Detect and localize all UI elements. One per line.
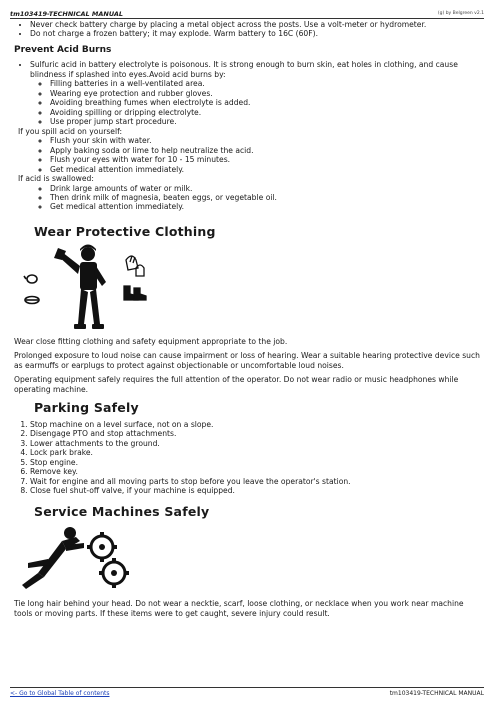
- list-item: 4. Lock park brake.: [30, 448, 482, 457]
- list-item: • Do not charge a frozen battery; it may explode. Warm battery to 16C (60F).: [30, 29, 482, 38]
- list-item: ◦ Drink large amounts of water or milk.: [50, 184, 482, 193]
- protective-clothing-heading: Wear Protective Clothing: [34, 223, 216, 239]
- header-credit: (g) by Belgreen v2.1: [437, 11, 484, 17]
- parking-steps: [14, 420, 482, 496]
- list-item: ◦ Get medical attention immediately.: [50, 165, 482, 174]
- swallow-label: If acid is swallowed:: [18, 174, 94, 184]
- avoid-list: [30, 79, 482, 126]
- spill-list: [14, 136, 482, 174]
- acid-burns-heading: Prevent Acid Burns: [14, 44, 112, 55]
- list-item: 5. Stop engine.: [30, 458, 482, 467]
- acid-burns-list: [14, 60, 482, 126]
- parking-heading: Parking Safely: [34, 400, 139, 416]
- list-item: ◦ Filling batteries in a well-ventilated area.: [50, 79, 482, 88]
- list-item: ◦ Wearing eye protection and rubber gloves.: [50, 89, 482, 98]
- worker-with-ppe-icon: [14, 242, 482, 337]
- page-footer: [10, 687, 484, 698]
- list-item: ◦ Flush your eyes with water for 10 - 15 minutes.: [50, 155, 482, 164]
- protective-paragraph: Wear close fitting clothing and safety equipment appropriate to the job.: [14, 336, 288, 346]
- service-paragraph: Tie long hair behind your head. Do not wear a necktie, scarf, loose clothing, or necklace when you work near machine tools or moving parts. If these items were to get caught, severe injury could result.: [14, 599, 464, 618]
- list-item: 1. Stop machine on a level surface, not on a slope.: [30, 420, 482, 429]
- list-item: 7. Wait for engine and all moving parts to stop before you leave the operator's station.: [30, 477, 482, 486]
- person-caught-in-gears-icon: [14, 523, 482, 595]
- service-heading: Service Machines Safely: [34, 503, 210, 519]
- list-item: 8. Close fuel shut-off valve, if your machine is equipped.: [30, 486, 482, 495]
- battery-list: [14, 20, 482, 39]
- list-item: 6. Remove key.: [30, 467, 482, 476]
- list-item: 3. Lower attachments to the ground.: [30, 439, 482, 448]
- list-item: ◦ Avoiding breathing fumes when electrolyte is added.: [50, 98, 482, 107]
- list-item: ◦ Avoiding spilling or dripping electrolyte.: [50, 108, 482, 117]
- list-item: ◦ Then drink milk of magnesia, beaten eggs, or vegetable oil.: [50, 193, 482, 202]
- spill-label: If you spill acid on yourself:: [18, 126, 123, 136]
- page-header: [10, 8, 484, 19]
- list-item: ◦ Get medical attention immediately.: [50, 202, 482, 211]
- list-item: ◦ Use proper jump start procedure.: [50, 117, 482, 126]
- protective-paragraph: Operating equipment safely requires the full attention of the operator. Do not wear radio or music headphones while operating machine.: [14, 375, 459, 394]
- protective-paragraph: Prolonged exposure to loud noise can cause impairment or loss of hearing. Wear a suitable hearing protective device such as earmuffs or earplugs to protect against objectionable or uncomfortable loud noises.: [14, 351, 480, 370]
- list-item: [30, 60, 482, 126]
- list-item: • Never check battery charge by placing a metal object across the posts. Use a volt-meter or hydrometer.: [30, 20, 482, 29]
- list-item: 2. Disengage PTO and stop attachments.: [30, 429, 482, 438]
- global-toc-link[interactable]: <- Go to Global Table of contents: [10, 690, 110, 697]
- footer-manual-title: tm103419-TECHNICAL MANUAL: [389, 690, 484, 697]
- document-body: [14, 20, 482, 623]
- list-item: ◦ Flush your skin with water.: [50, 136, 482, 145]
- acid-intro: Sulfuric acid in battery electrolyte is poisonous. It is strong enough to burn skin, eat holes in clothing, and cause blindness if splashed into eyes.Avoid acid burns by:: [30, 60, 458, 79]
- header-manual-title: tm103419-TECHNICAL MANUAL: [10, 9, 124, 18]
- list-item: ◦ Apply baking soda or lime to help neutralize the acid.: [50, 146, 482, 155]
- swallow-list: [14, 184, 482, 212]
